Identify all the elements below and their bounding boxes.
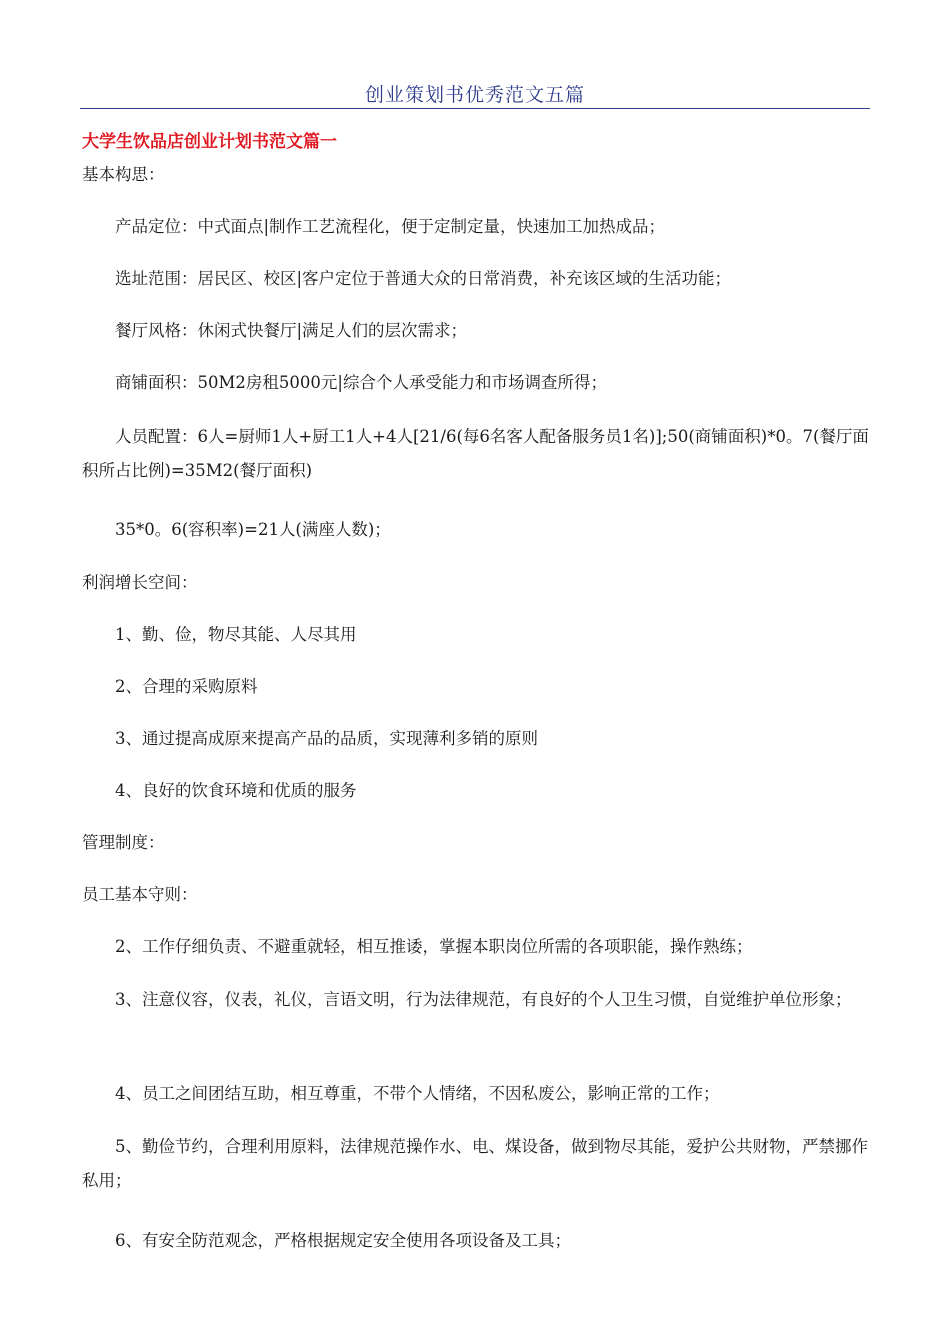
list-item-rule-3: 3、注意仪容，仪表，礼仪，言语文明，行为法律规范，有良好的个人卫生习惯，自觉维护单位形象； (115, 990, 852, 1009)
list-item-rule-5: 5、勤俭节约，合理利用原料，法律规范操作水、电、煤设备，做到物尽其能，爱护公共财物，严禁挪作私用； (82, 1137, 868, 1190)
list-item-rule-2: 2、工作仔细负责、不避重就轻，相互推诿，掌握本职岗位所需的各项职能，操作熟练； (115, 937, 753, 956)
paragraph-site-range: 选址范围：居民区、校区|客户定位于普通大众的日常消费，补充该区域的生活功能； (115, 269, 732, 288)
list-item-profit-2: 2、合理的采购原料 (115, 677, 258, 696)
paragraph-staffing: 人员配置：6人=厨师1人+厨工1人+4人[21/6(每6名客人配备服务员1名)];50(商铺面积)*0。7(餐厅面积所占比例)=35M2(餐厅面积) (82, 427, 869, 480)
list-item-rule-4: 4、员工之间团结互助，相互尊重，不带个人情绪，不因私废公，影响正常的工作； (115, 1084, 720, 1103)
list-item-profit-4: 4、良好的饮食环境和优质的服务 (115, 781, 357, 800)
list-item-profit-1: 1、勤、俭，物尽其能、人尽其用 (115, 625, 357, 644)
paragraph-staff-rules: 员工基本守则： (82, 885, 198, 904)
list-item-rule-6: 6、有安全防范观念，严格根据规定安全使用各项设备及工具； (115, 1231, 571, 1250)
paragraph-restaurant-style: 餐厅风格：休闲式快餐厅|满足人们的层次需求； (115, 321, 468, 340)
paragraph-management-system: 管理制度： (82, 833, 165, 852)
paragraph-profit-growth: 利润增长空间： (82, 573, 198, 592)
document-header-title: 创业策划书优秀范文五篇 (364, 84, 585, 106)
paragraph-product-positioning: 产品定位：中式面点|制作工艺流程化，便于定制定量，快速加工加热成品； (115, 217, 666, 236)
section-title: 大学生饮品店创业计划书范文篇一 (82, 132, 337, 152)
list-item-profit-3: 3、通过提高成原来提高产品的品质，实现薄利多销的原则 (115, 729, 538, 748)
header-divider (80, 108, 870, 109)
paragraph-basic-idea: 基本构思： (82, 165, 165, 184)
paragraph-shop-area: 商铺面积：50M2房租5000元|综合个人承受能力和市场调查所得； (115, 373, 607, 392)
paragraph-seating-capacity: 35*0。6(容积率)=21人(满座人数)； (115, 520, 391, 539)
